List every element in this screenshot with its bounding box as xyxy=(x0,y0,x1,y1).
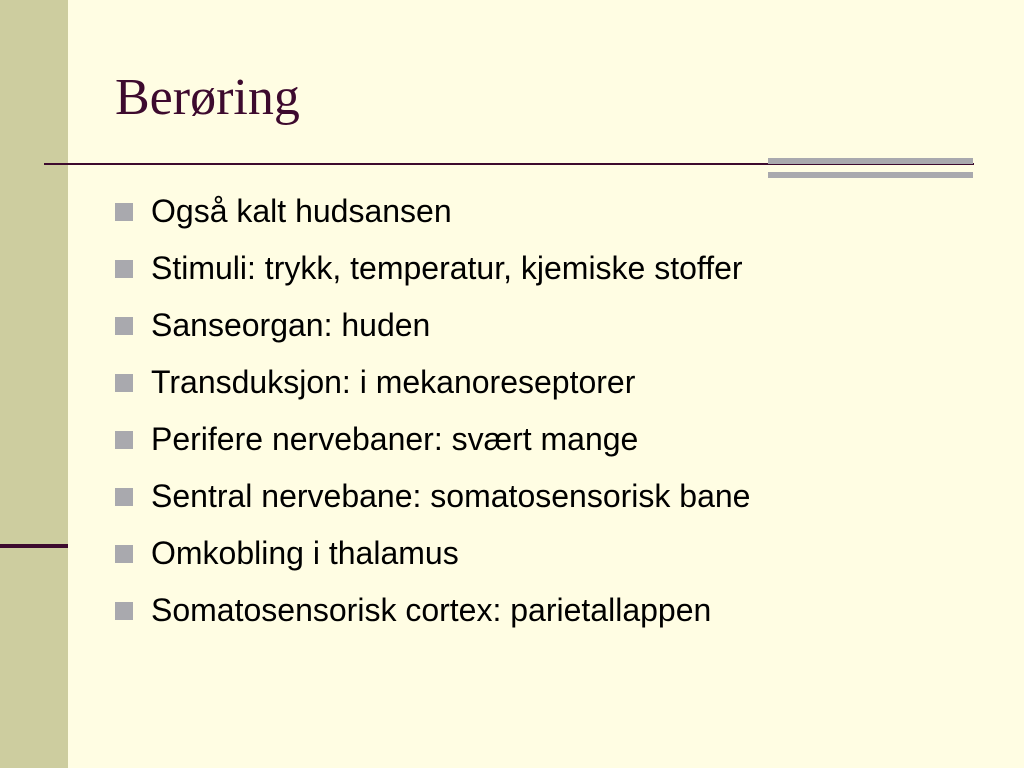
square-bullet-icon xyxy=(115,545,133,563)
bullet-text: Sanseorgan: huden xyxy=(151,307,431,343)
bullet-text: Stimuli: trykk, temperatur, kjemiske stoffer xyxy=(151,250,743,286)
side-accent-mark xyxy=(0,544,68,548)
bullet-text: Transduksjon: i mekanoreseptorer xyxy=(151,364,636,400)
side-band xyxy=(0,0,68,768)
square-bullet-icon xyxy=(115,602,133,620)
square-bullet-icon xyxy=(115,374,133,392)
bullet-text: Somatosensorisk cortex: parietallappen xyxy=(151,592,712,628)
divider-accent-bar xyxy=(768,172,973,178)
slide-title: Berøring xyxy=(115,69,300,126)
list-item xyxy=(115,468,750,525)
bullet-text: Også kalt hudsansen xyxy=(151,193,452,229)
divider-accent-bar xyxy=(768,158,973,164)
bullet-list xyxy=(115,183,750,639)
list-item xyxy=(115,183,750,240)
list-item xyxy=(115,297,750,354)
square-bullet-icon xyxy=(115,488,133,506)
square-bullet-icon xyxy=(115,431,133,449)
square-bullet-icon xyxy=(115,260,133,278)
bullet-text: Omkobling i thalamus xyxy=(151,535,459,571)
list-item xyxy=(115,582,750,639)
bullet-text: Perifere nervebaner: svært mange xyxy=(151,421,639,457)
square-bullet-icon xyxy=(115,203,133,221)
list-item xyxy=(115,411,750,468)
list-item xyxy=(115,354,750,411)
list-item xyxy=(115,525,750,582)
square-bullet-icon xyxy=(115,317,133,335)
bullet-text: Sentral nervebane: somatosensorisk bane xyxy=(151,478,751,514)
list-item xyxy=(115,240,750,297)
